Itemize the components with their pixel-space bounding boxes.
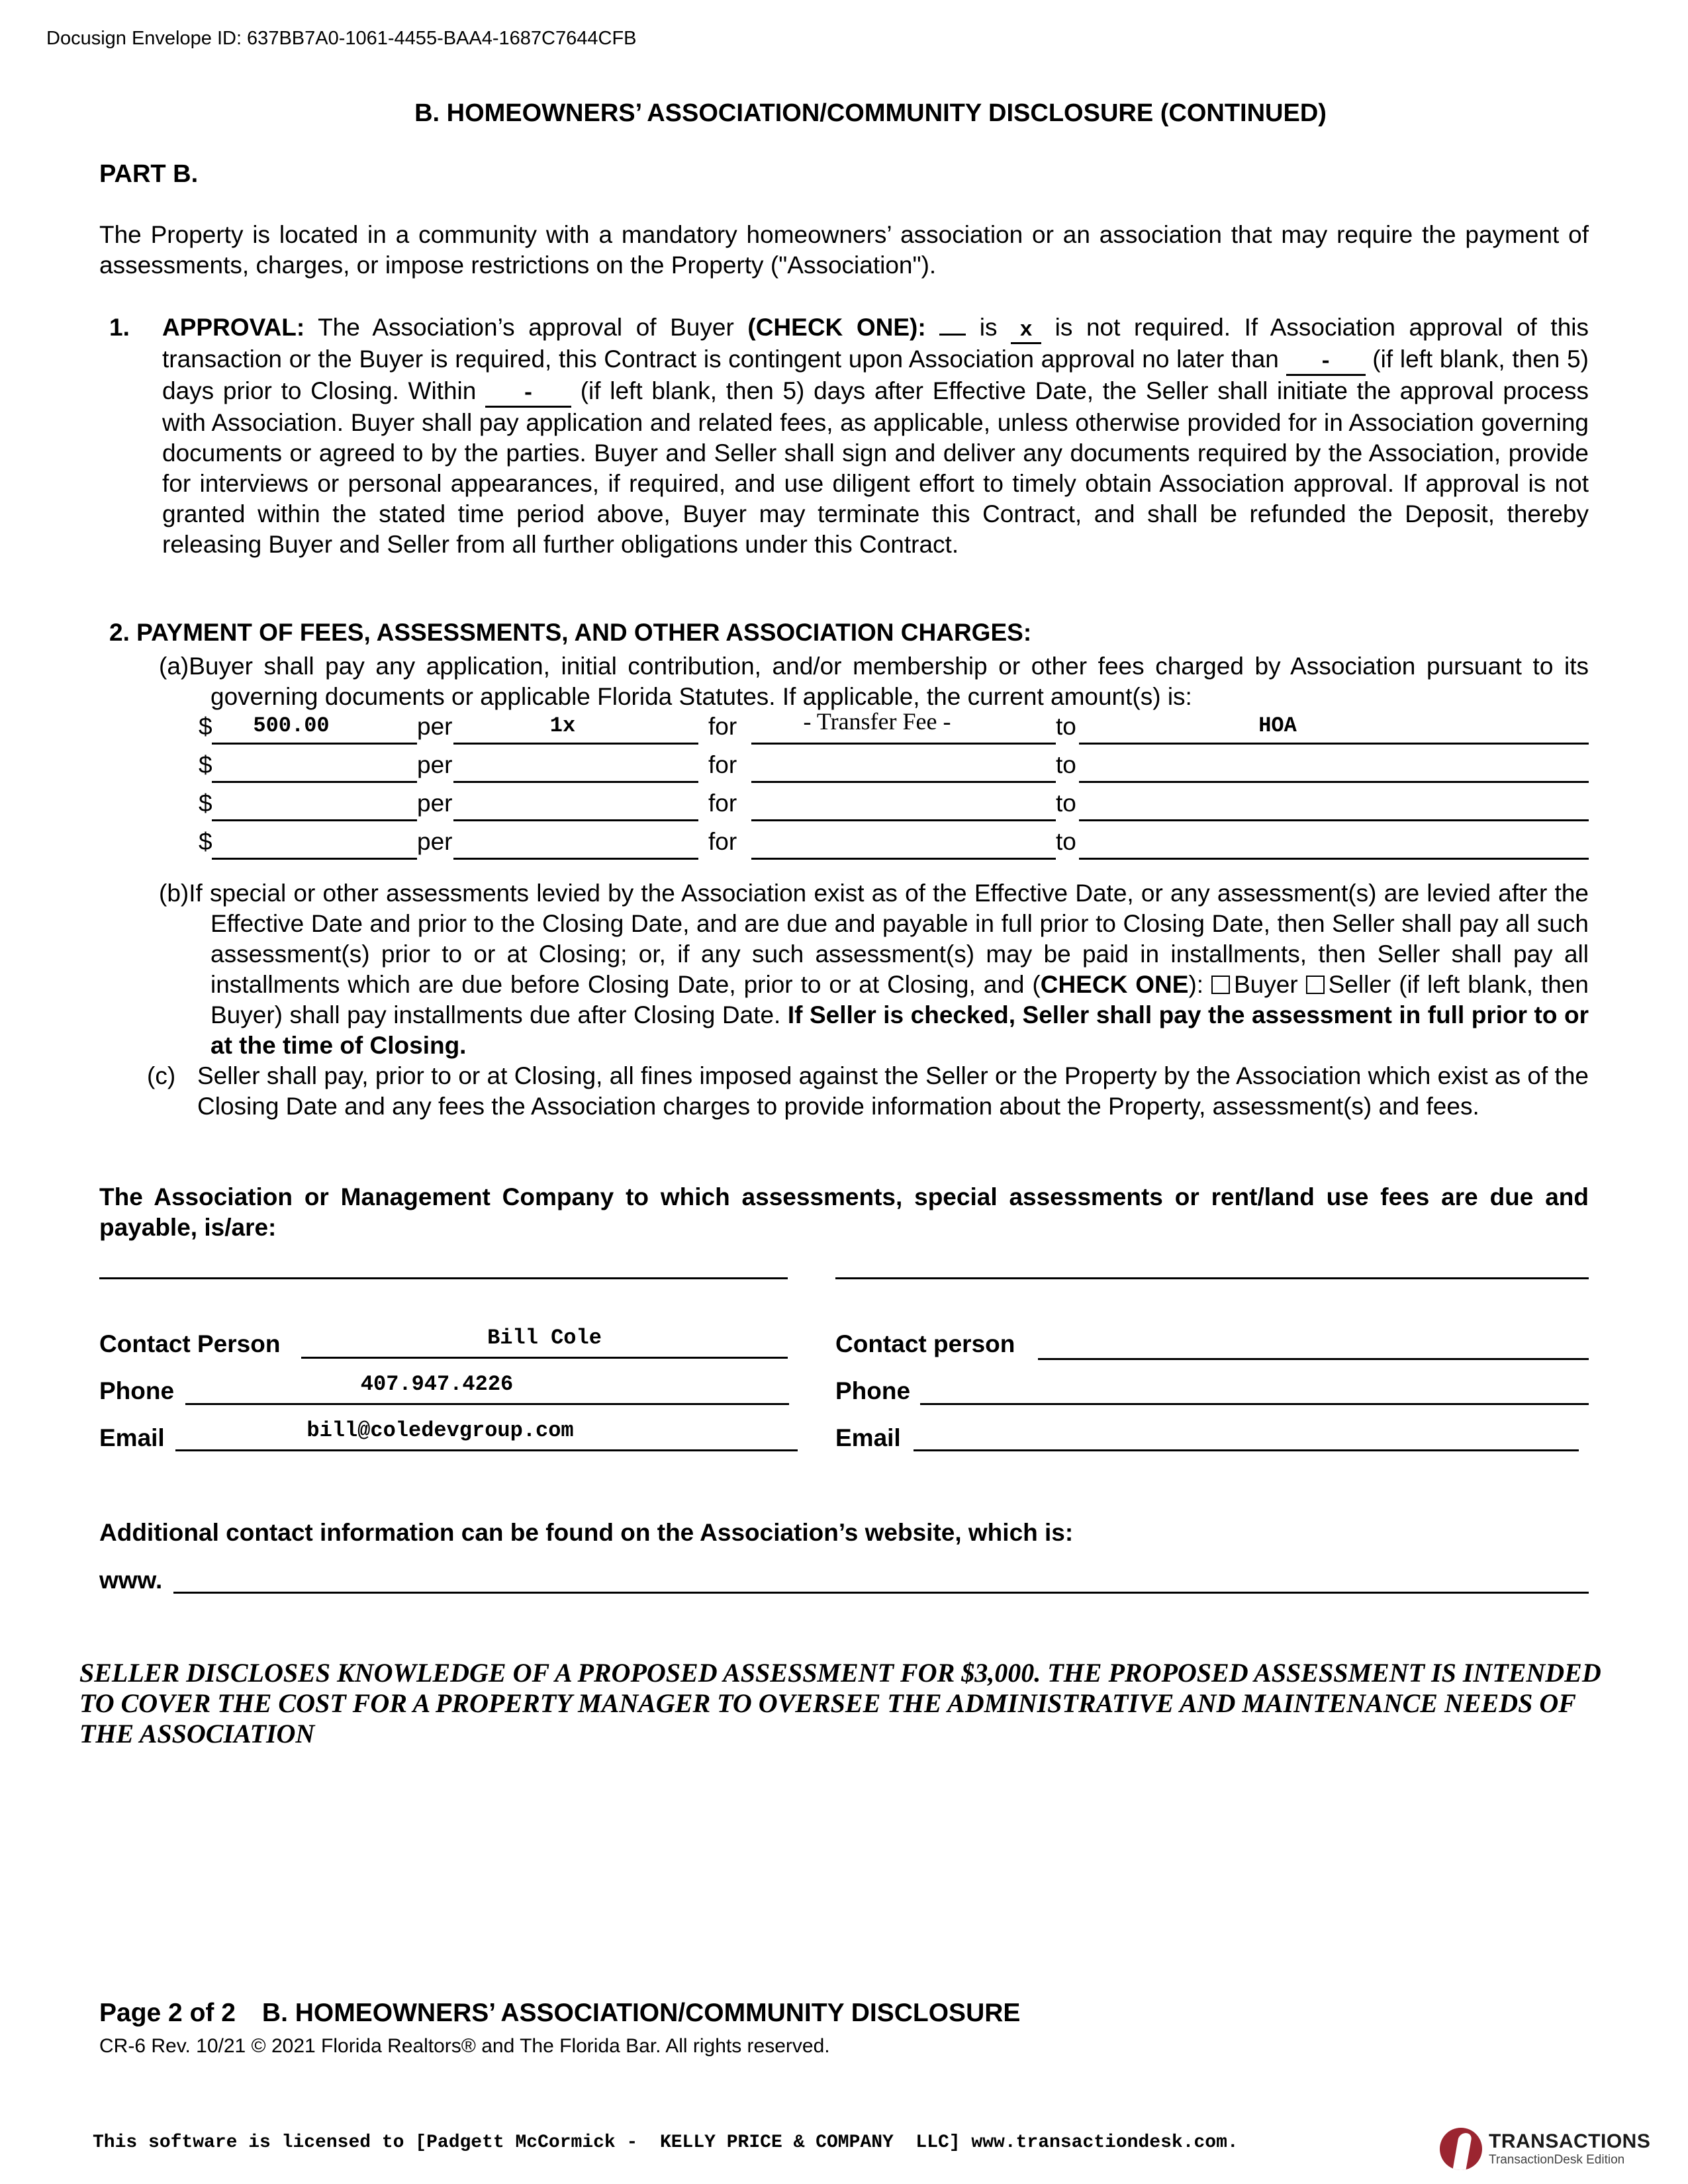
envelope-id: Docusign Envelope ID: 637BB7A0-1061-4455-BAA4-1687C7644CFB [46, 28, 637, 49]
for-label: for [708, 713, 737, 740]
fee-row [199, 750, 1589, 783]
item-b-text2: ): [1188, 971, 1211, 998]
wolf-logo-icon [1440, 2128, 1482, 2170]
fee-row [199, 827, 1589, 860]
email-label: Email [835, 1424, 901, 1451]
email-field[interactable]: bill@coledevgroup.com [306, 1418, 574, 1443]
fee-row [199, 708, 1589, 745]
per-label: per [417, 790, 453, 817]
phone-field-2[interactable] [920, 1403, 1589, 1405]
approval-is-not-required-field[interactable]: x [1011, 318, 1041, 344]
section-payment-heading: 2. PAYMENT OF FEES, ASSESSMENTS, AND OTHER ASSOCIATION CHARGES: [109, 619, 1032, 646]
seller-disclosure: SELLER DISCLOSES KNOWLEDGE OF A PROPOSED ASSESSMENT FOR $3,000. THE PROPOSED ASSESSMENT IS INTENDED TO COVER THE COST FOR A PROPERTY MANAGER TO OVERSEE THE ADMINISTRATIVE AND MAINTENANCE NEEDS OF THE ASSOCIATION [79, 1658, 1601, 1749]
approval-is-required-field[interactable] [939, 334, 966, 336]
fee-per-field[interactable]: 1x [549, 713, 576, 738]
item-c-text: Seller shall pay, prior to or at Closing, all fines imposed against the Seller or the Property by the Association which exist as of the Closing Date and any fees the Association charges to provide information about the Property, assessment(s) and fees. [197, 1062, 1589, 1120]
for-label: for [708, 790, 737, 817]
is-label: is [966, 314, 1011, 341]
section-2a [159, 651, 1589, 712]
email-line [175, 1449, 798, 1451]
contact-person-line [301, 1357, 788, 1359]
footer-form-title: B. HOMEOWNERS’ ASSOCIATION/COMMUNITY DISCLOSURE [261, 1999, 1021, 2027]
fee-row [199, 788, 1589, 821]
to-label: to [1056, 751, 1076, 778]
phone-line [185, 1403, 789, 1405]
license-notice: This software is licensed to [Padgett McCormick - KELLY PRICE & COMPANY LLC] www.transactiondesk.com. [93, 2132, 1239, 2153]
approval-text-c: (if left blank, then 5) days prior to Closing. Within [162, 345, 1589, 404]
footer-page-info [99, 1999, 1020, 2028]
part-heading: PART B. [99, 160, 199, 188]
section-approval [109, 312, 1589, 560]
approval-text-b: is not required. If Association approval of this transaction or the Buyer is required, this Contract is contingent upon Association approval no later than [162, 314, 1589, 373]
email-field-2[interactable] [914, 1449, 1579, 1451]
to-label: to [1056, 828, 1076, 855]
check-one-label: (CHECK ONE): [747, 314, 926, 341]
transactions-logo [1440, 2128, 1652, 2174]
fee-amount-field[interactable]: 500.00 [253, 713, 330, 738]
contact-person-field-2[interactable] [1038, 1358, 1589, 1360]
dollar-label: $ [199, 713, 212, 740]
dollar-label: $ [199, 828, 212, 855]
email-label: Email [99, 1424, 165, 1451]
to-label: to [1056, 790, 1076, 817]
seller-checkbox-label: Seller [1328, 971, 1391, 998]
association-name-field-1[interactable] [99, 1277, 788, 1279]
for-label: for [708, 828, 737, 855]
approval-text-d: (if left blank, then 5) days after Effective Date, the Seller shall initiate the approval process with Association. Buyer shall pay application and related fees, as applicable, unless otherwise provided for in Association governing documents or agreed to by the parties. Buyer and Seller shall sign and deliver any documents required by the Association, provide for interviews or personal appearances, if required, and use diligent effort to timely obtain Association approval. If approval is not granted within the stated time period above, Buyer may terminate this Contract, and shall be refunded the Deposit, thereby releasing Buyer and Seller from all further obligations under this Contract. [162, 377, 1589, 558]
section-2b [159, 878, 1589, 1061]
logo-edition: TransactionDesk Edition [1489, 2153, 1625, 2167]
buyer-checkbox-label: Buyer [1234, 971, 1298, 998]
footer-copyright: CR-6 Rev. 10/21 © 2021 Florida Realtors® and The Florida Bar. All rights reserved. [99, 2035, 830, 2057]
association-header: The Association or Management Company to which assessments, special assessments or rent/land use fees are due and payable, is/are: [99, 1183, 1589, 1241]
per-label: per [417, 828, 453, 855]
intro-paragraph: The Property is located in a community with a mandatory homeowners’ association or an association that may require the payment of assessments, charges, or impose restrictions on the Property ("Association"). [99, 221, 1589, 279]
for-label: for [708, 751, 737, 778]
website-prompt: Additional contact information can be found on the Association’s website, which is: [99, 1519, 1074, 1546]
approval-text: The Association’s approval of Buyer [305, 314, 748, 341]
days-after-effective-field[interactable]: - [485, 382, 571, 408]
buyer-checkbox[interactable] [1211, 976, 1230, 994]
item-b-text3: (if left blank, then Buyer) shall pay installments due after Closing Date. [211, 971, 1589, 1028]
dollar-label: $ [199, 751, 212, 778]
item-a-label: (a) [159, 653, 189, 680]
phone-label: Phone [835, 1377, 911, 1404]
contact-person-label: Contact Person [99, 1330, 281, 1357]
item-b-text: If special or other assessments levied by the Association exist as of the Effective Date, or any assessment(s) are levied after the Effective Date and prior to the Closing Date, and are due and payable in full prior to Closing Date, then Seller shall pay all such assessment(s) prior to or at Closing; or, if any such assessment(s) may be paid in installments, then Seller shall pay all installments which are due before Closing Date, prior to or at Closing, and ( [189, 880, 1589, 998]
website-field[interactable] [173, 1592, 1589, 1594]
page-title: B. HOMEOWNERS’ ASSOCIATION/COMMUNITY DISCLOSURE (CONTINUED) [414, 99, 1327, 127]
phone-label: Phone [99, 1377, 175, 1404]
to-label: to [1056, 713, 1076, 740]
per-label: per [417, 751, 453, 778]
logo-brand: TRANSACTIONS [1489, 2130, 1651, 2152]
phone-field[interactable]: 407.947.4226 [360, 1372, 514, 1396]
item-b-bold-text: If Seller is checked, Seller shall pay the assessment in full prior to or at the time of Closing. [211, 1001, 1589, 1059]
association-name-field-2[interactable] [835, 1277, 1589, 1279]
fee-to-field[interactable]: HOA [1258, 713, 1297, 738]
website-prefix: www. [99, 1567, 163, 1594]
dollar-label: $ [199, 790, 212, 817]
check-one-label: CHECK ONE [1040, 971, 1189, 998]
item-a-text: Buyer shall pay any application, initial contribution, and/or membership or other fees charged by Association pursuant to its governing documents or applicable Florida Statutes. If applicable, the current amount(s) is: [189, 653, 1589, 710]
days-prior-closing-field[interactable]: - [1286, 350, 1366, 376]
section-2c [147, 1061, 1589, 1122]
approval-heading: APPROVAL: [162, 314, 305, 341]
item-b-label: (b) [159, 880, 189, 907]
page-number: Page 2 of 2 [99, 1999, 236, 2027]
seller-checkbox[interactable] [1306, 976, 1325, 994]
contact-person-field[interactable]: Bill Cole [487, 1326, 602, 1350]
fee-for-field[interactable]: - Transfer Fee - [803, 708, 951, 735]
per-label: per [417, 713, 453, 740]
item-c-label: (c) [147, 1062, 176, 1089]
section-number: 1. [109, 314, 130, 341]
contact-person-label: Contact person [835, 1330, 1015, 1357]
